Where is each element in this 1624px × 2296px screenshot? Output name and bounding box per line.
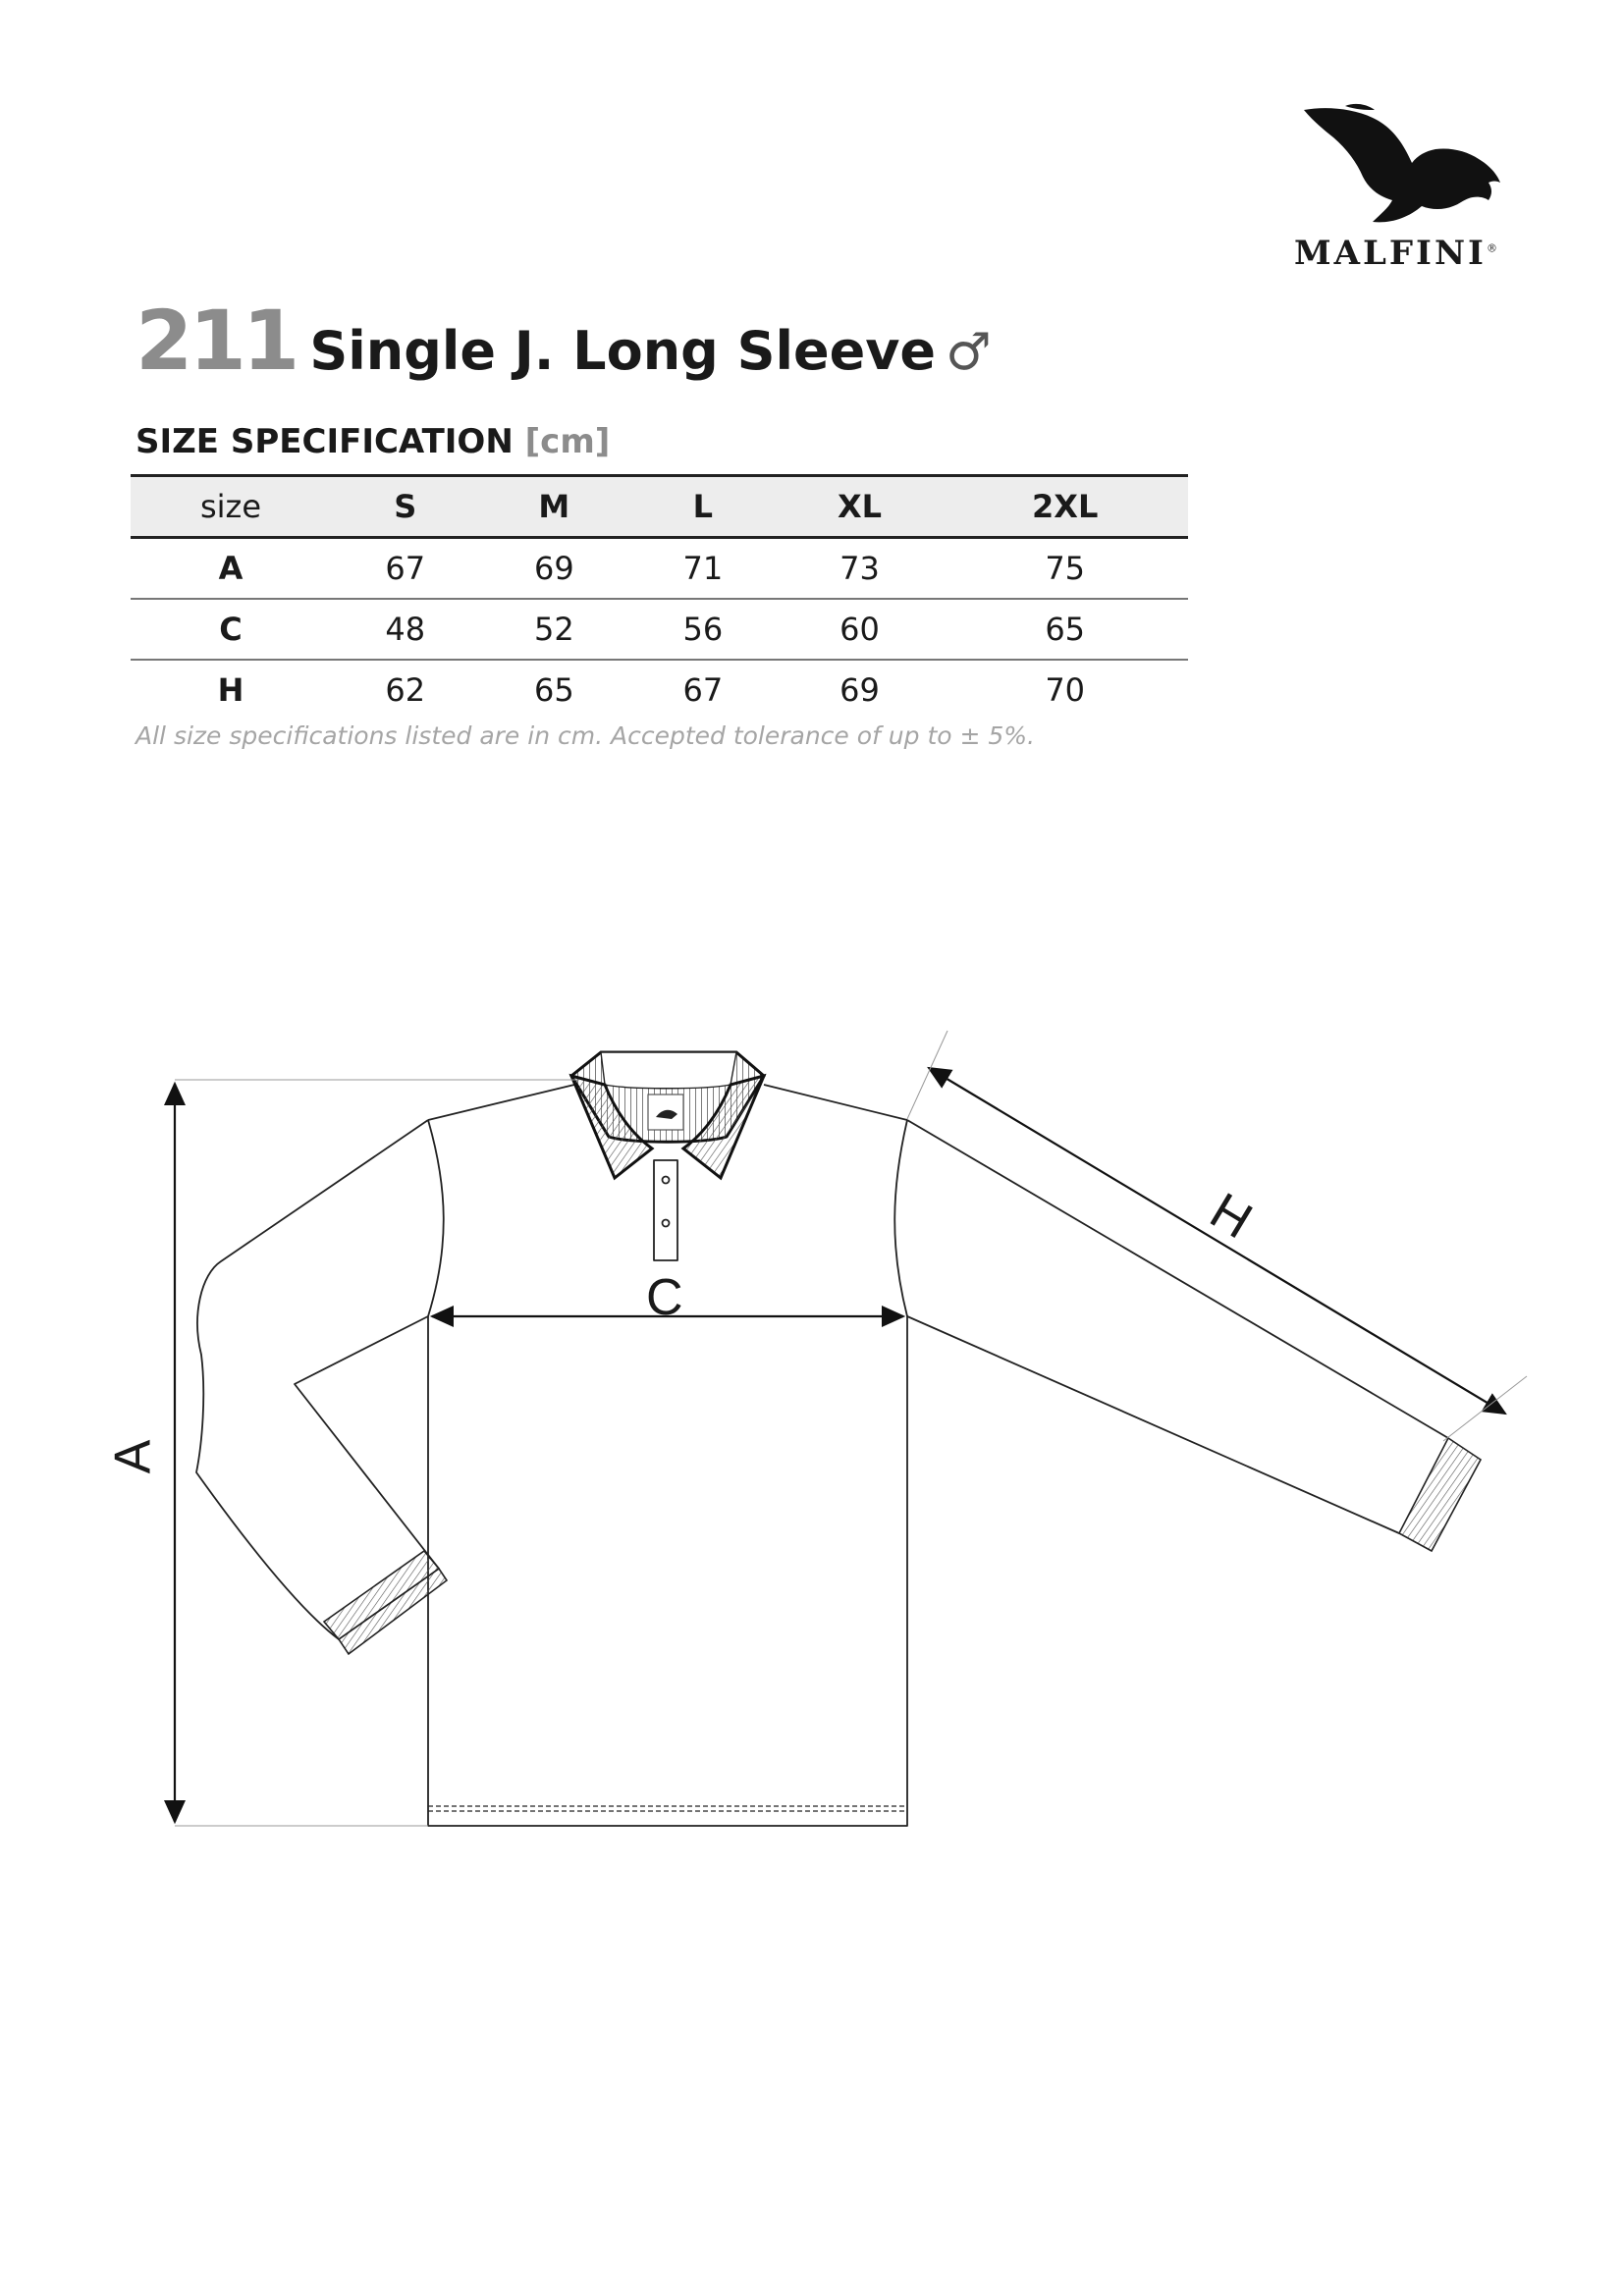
table-cell: 62 xyxy=(385,671,426,709)
table-cell: 56 xyxy=(628,599,778,660)
product-code: 211 xyxy=(135,293,297,389)
right-cuff xyxy=(1399,1438,1481,1551)
brand-name: MALFINI® xyxy=(1294,234,1497,273)
dimension-label-h: H xyxy=(1200,1182,1262,1251)
collar-inner xyxy=(601,1052,736,1089)
table-cell: 69 xyxy=(480,538,629,600)
table-cell: 75 xyxy=(942,538,1188,600)
table-cell: 60 xyxy=(778,599,943,660)
header-size-label: size xyxy=(131,476,331,538)
table-cell: 67 xyxy=(682,671,724,709)
row-label: A xyxy=(131,538,331,600)
tolerance-note: All size specifications listed are in cm. Accepted tolerance of up to ± 5%. xyxy=(135,721,1036,750)
table-cell: 70 xyxy=(1045,671,1086,709)
header-size: S xyxy=(331,476,480,538)
header-size: M xyxy=(480,476,629,538)
left-sleeve xyxy=(196,1120,428,1639)
table-cell: 67 xyxy=(331,538,480,600)
male-icon: ♂ xyxy=(946,323,992,382)
header-size: 2XL xyxy=(942,476,1188,538)
size-spec-heading: SIZE SPECIFICATION [cm] xyxy=(135,422,611,461)
row-label: H xyxy=(217,671,244,709)
header-size: XL xyxy=(778,476,943,538)
table-row xyxy=(131,538,1188,600)
table-cell: 69 xyxy=(839,671,880,709)
header-size: L xyxy=(628,476,778,538)
polo-shirt-drawing xyxy=(0,1021,1624,1865)
table-cell: 71 xyxy=(628,538,778,600)
right-sleeve xyxy=(907,1120,1448,1438)
table-row xyxy=(131,660,1188,720)
table-row xyxy=(131,599,1188,660)
table-cell: 73 xyxy=(778,538,943,600)
table-cell: 48 xyxy=(331,599,480,660)
table-cell: 65 xyxy=(942,599,1188,660)
row-label: C xyxy=(131,599,331,660)
eagle-icon xyxy=(1286,98,1532,226)
table-cell: 52 xyxy=(480,599,629,660)
shirt-body xyxy=(428,1316,907,1826)
dimension-label-c: C xyxy=(646,1269,683,1326)
product-name: Single J. Long Sleeve xyxy=(309,320,937,382)
garment-diagram xyxy=(0,1021,1624,1865)
page-title xyxy=(135,293,992,389)
table-header-row xyxy=(131,476,1188,538)
placket xyxy=(654,1160,677,1260)
dimension-label-a: A xyxy=(104,1439,162,1474)
table-cell: 65 xyxy=(533,671,574,709)
size-table xyxy=(131,474,1188,720)
